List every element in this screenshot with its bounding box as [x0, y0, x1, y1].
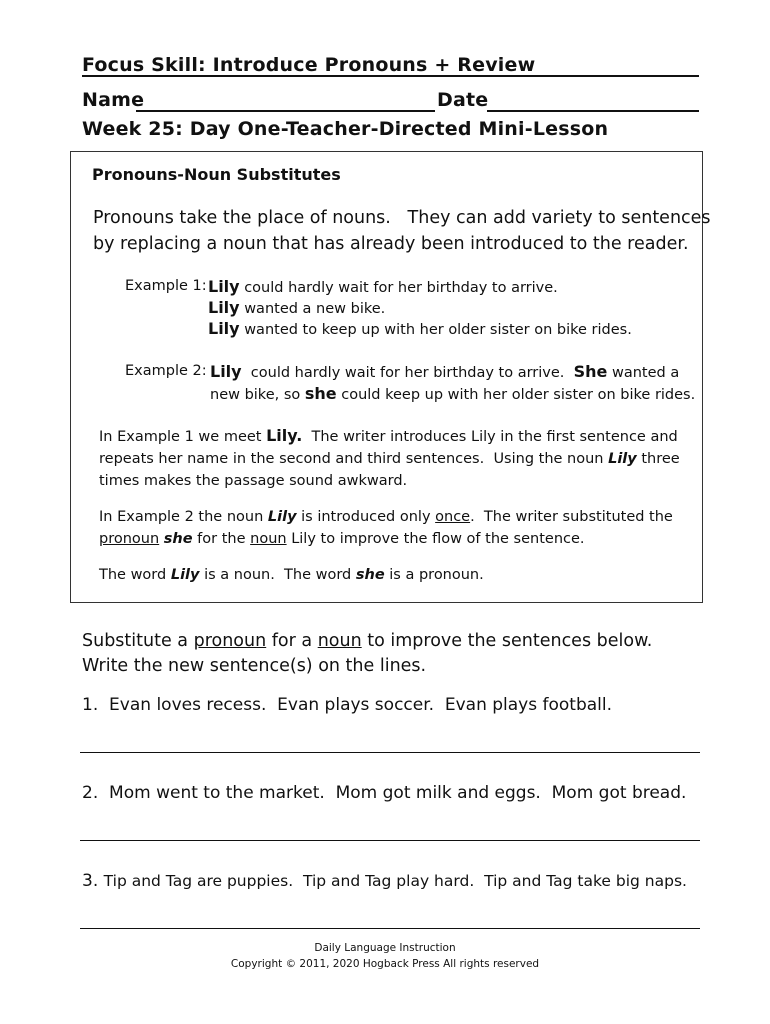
example-text: wanted a: [607, 365, 680, 381]
para-text: The writer introduces: [302, 429, 471, 445]
focus-skill-underline: [82, 75, 699, 77]
instructions-line-2: Write the new sentence(s) on the lines.: [82, 656, 427, 676]
para-text: repeats her name in the second and third sentences. Using the noun: [99, 451, 609, 467]
pronoun-she: She: [573, 362, 608, 381]
example-text: could keep up with her older sister on bike rides.: [336, 387, 696, 403]
instruction-text: for a: [266, 631, 318, 651]
week-heading: Week 25: Day One-Teacher-Directed Mini-Lesson: [82, 118, 609, 140]
para-text: is a noun. The word: [199, 567, 356, 583]
instruction-text: Substitute a: [82, 631, 194, 651]
question-text: Tip and Tag are puppies. Tip and Tag play hard. Tip and Tag take big naps.: [103, 872, 687, 890]
para-text: is a pronoun.: [384, 567, 484, 583]
name-label: Name: [82, 89, 145, 111]
question-number: 3.: [82, 871, 99, 891]
question-1: [82, 695, 612, 715]
focus-skill-heading: [82, 54, 535, 76]
para-text: In Example 1 we meet: [99, 429, 267, 445]
pronoun-she: she: [355, 567, 385, 583]
para-text: Lily to improve the flow of the sentence.: [286, 531, 585, 547]
underlined-noun: noun: [250, 531, 287, 547]
para-text: three: [636, 451, 680, 467]
noun-lily: Lily: [267, 509, 297, 525]
question-number: 1.: [82, 695, 99, 715]
noun-lily: Lily: [208, 298, 240, 317]
para-text: The word: [99, 567, 171, 583]
para-text: In Example 2 the noun: [99, 509, 268, 525]
example-1-line-3: [208, 318, 632, 341]
date-field-line[interactable]: [487, 110, 699, 112]
noun-lily: Lily: [210, 362, 242, 381]
question-3: [82, 871, 687, 891]
noun-lily: Lily: [208, 319, 240, 338]
question-number: 2.: [82, 783, 99, 803]
pronoun-she: she: [163, 531, 193, 547]
footer-line-1: Daily Language Instruction: [314, 942, 456, 954]
underlined-noun: noun: [317, 631, 362, 651]
underlined-once: once: [435, 509, 471, 525]
instruction-text: to improve the sentences below.: [361, 631, 653, 651]
question-2: [82, 783, 686, 803]
footer: [0, 940, 770, 972]
lesson-intro: [93, 205, 711, 257]
answer-line-3[interactable]: [80, 928, 700, 929]
noun-lily: Lily: [170, 567, 200, 583]
noun-lily: Lily: [208, 277, 240, 296]
intro-line-1: Pronouns take the place of nouns. They can add variety to sentences: [93, 208, 711, 228]
underlined-pronoun: pronoun: [99, 531, 160, 547]
para-text: in the first sentence and: [495, 429, 678, 445]
name-field-line[interactable]: [136, 110, 435, 112]
example-2-line-1: [210, 361, 679, 384]
example-2-label: Example 2:: [125, 363, 207, 379]
para-text: is introduced only: [296, 509, 436, 525]
explanation-paragraph-2: [99, 506, 689, 550]
para-text: times makes the passage sound awkward.: [99, 473, 408, 489]
answer-line-1[interactable]: [80, 752, 700, 753]
example-text: could hardly wait for her birthday to arrive.: [241, 365, 574, 381]
example-1-line-1: [208, 276, 558, 299]
example-text: new bike, so: [210, 387, 305, 403]
example-text: wanted to keep up with her older sister on bike rides.: [239, 322, 632, 338]
noun-lily: Lily: [470, 429, 496, 445]
pronoun-she: she: [304, 384, 337, 403]
explanation-paragraph-1: [99, 425, 689, 492]
lesson-title: Pronouns-Noun Substitutes: [92, 165, 341, 184]
focus-skill-text: Focus Skill: Introduce Pronouns + Review: [82, 54, 536, 76]
answer-line-2[interactable]: [80, 840, 700, 841]
example-2-line-2: [210, 383, 695, 406]
example-text: wanted a new bike.: [239, 301, 386, 317]
noun-lily: Lily: [608, 451, 637, 467]
example-text: could hardly wait for her birthday to arrive.: [239, 280, 558, 296]
example-1-line-2: [208, 297, 385, 320]
question-text: Mom went to the market. Mom got milk and eggs. Mom got bread.: [109, 783, 687, 803]
para-text: . The writer substituted the: [470, 509, 673, 525]
explanation-paragraph-3: [99, 564, 689, 586]
footer-copyright: Copyright © 2011, 2020 Hogback Press All rights reserved: [230, 958, 540, 970]
instructions-line-1: [82, 631, 652, 651]
question-text: Evan loves recess. Evan plays soccer. Evan plays football.: [109, 695, 613, 715]
example-1-label: Example 1:: [125, 278, 207, 294]
date-label: Date: [437, 89, 489, 111]
para-text: for the: [192, 531, 251, 547]
underlined-pronoun: pronoun: [193, 631, 267, 651]
noun-lily: Lily.: [266, 426, 303, 445]
intro-line-2: by replacing a noun that has already been introduced to the reader.: [93, 234, 689, 254]
